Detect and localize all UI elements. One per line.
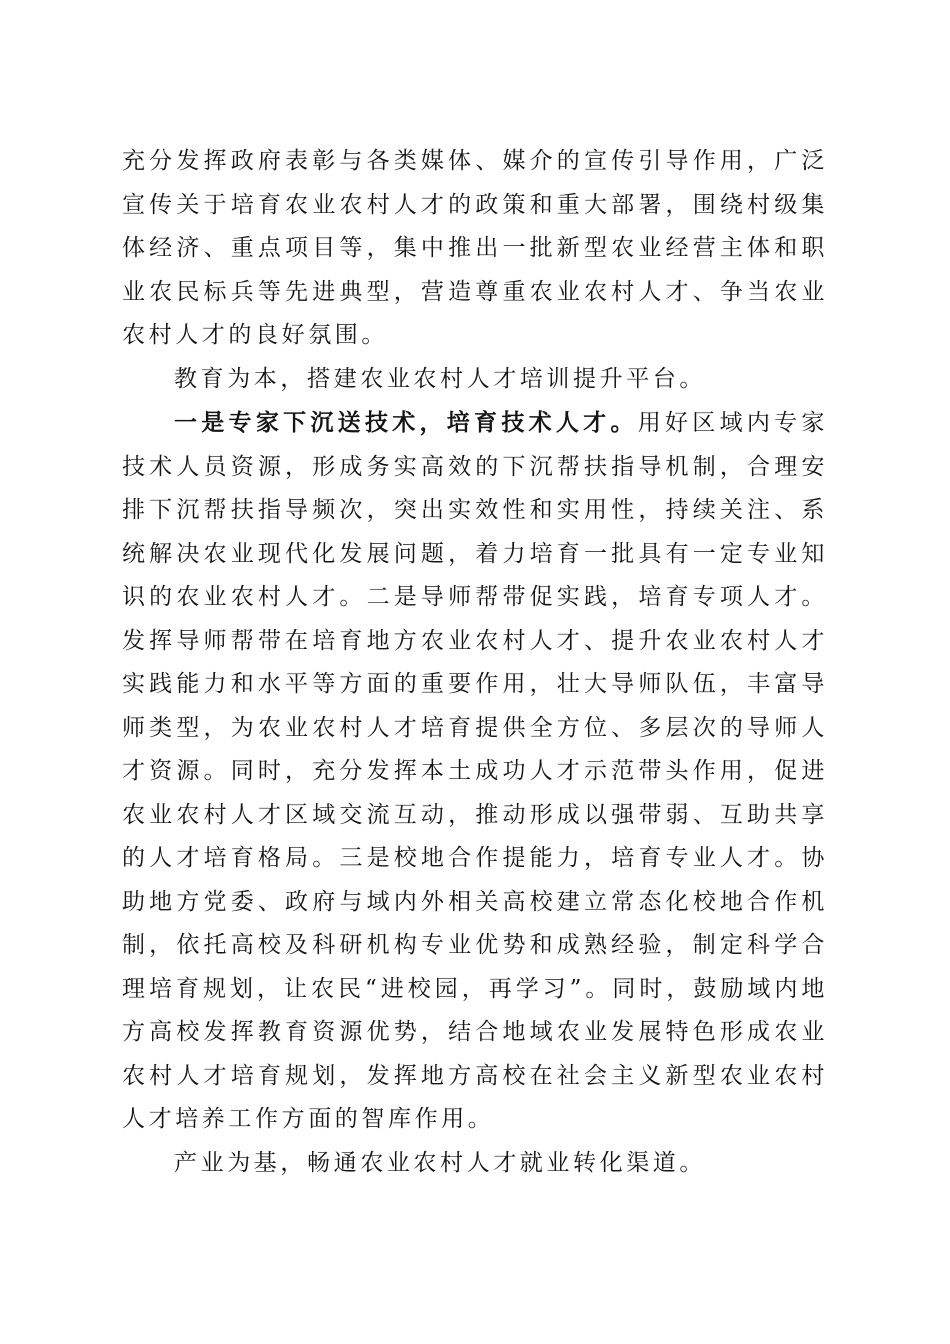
paragraph-media-publicity	[122, 140, 828, 358]
paragraph-bold-lead: 一是专家下沉送技术，培育技术人才。	[174, 409, 638, 436]
paragraph-education-heading	[122, 358, 828, 402]
paragraph-education-measures	[122, 401, 828, 1142]
paragraph-industry-heading	[122, 1142, 828, 1186]
paragraph-text: 产业为基，畅通农业农村人才就业转化渠道。	[174, 1149, 706, 1176]
paragraph-text: 充分发挥政府表彰与各类媒体、媒介的宣传引导作用，广泛宣传关于培育农业农村人才的政策和重大部署，围绕村级集体经济、重点项目等，集中推出一批新型农业经营主体和职业农民标兵等先进典型，营造尊重农业农村人才、争当农业农村人才的良好氛围。	[122, 148, 828, 348]
paragraph-text: 教育为本，搭建农业农村人才培训提升平台。	[174, 365, 706, 392]
document-body	[122, 140, 828, 1185]
paragraph-text: 用好区域内专家技术人员资源，形成务实高效的下沉帮扶指导机制，合理安排下沉帮扶指导频次，突出实效性和实用性，持续关注、系统解决农业现代化发展问题，着力培育一批具有一定专业知识的农业农村人才。二是导师帮带促实践，培育专项人才。发挥导师帮带在培育地方农业农村人才、提升农业农村人才实践能力和水平等方面的重要作用，壮大导师队伍，丰富导师类型，为农业农村人才培育提供全方位、多层次的导师人才资源。同时，充分发挥本土成功人才示范带头作用，促进农业农村人才区域交流互动，推动形成以强带弱、互助共享的人才培育格局。三是校地合作提能力，培育专业人才。协助地方党委、政府与域内外相关高校建立常态化校地合作机制，依托高校及科研机构专业优势和成熟经验，制定科学合理培育规划，让农民“进校园，再学习”。同时，鼓励域内地方高校发挥教育资源优势，结合地域农业发展特色形成农业农村人才培育规划，发挥地方高校在社会主义新型农业农村人才培养工作方面的智库作用。	[122, 410, 829, 1132]
